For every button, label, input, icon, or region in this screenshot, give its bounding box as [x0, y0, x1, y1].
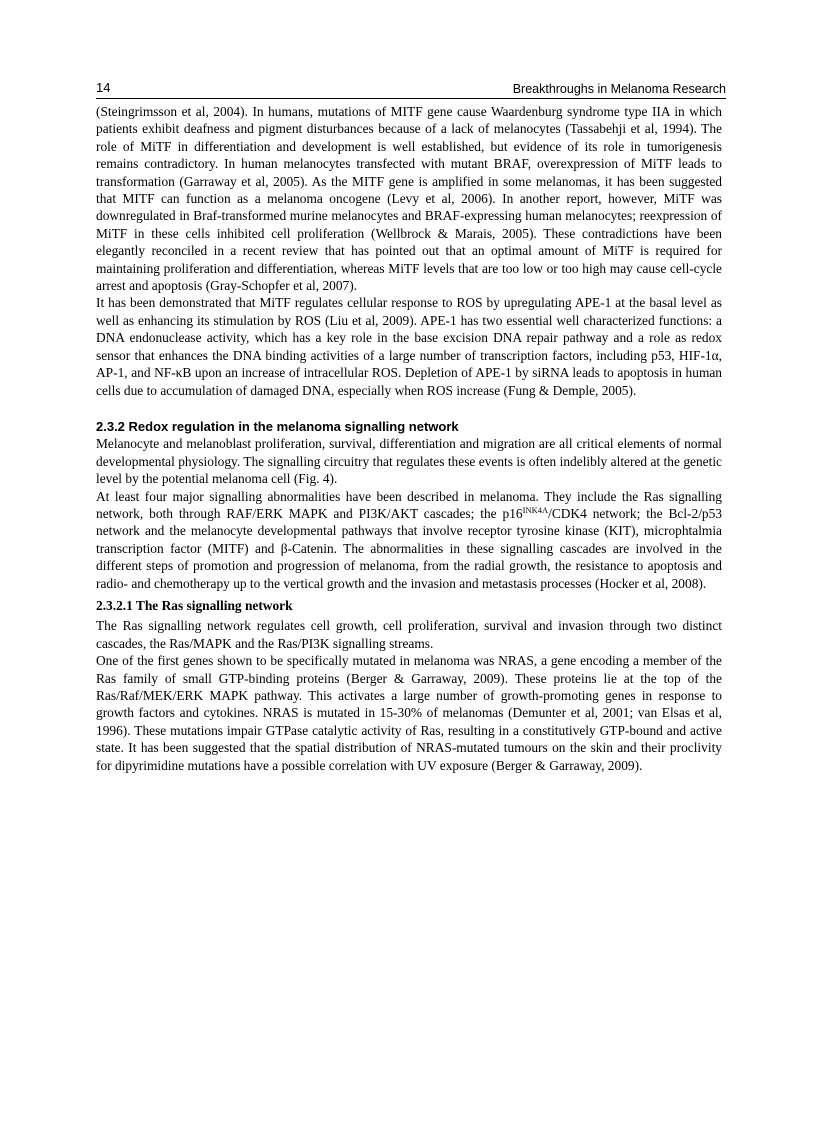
- page-number: 14: [96, 80, 111, 95]
- running-title: Breakthroughs in Melanoma Research: [512, 82, 726, 96]
- superscript-ink4a: INK4A: [522, 504, 549, 515]
- paragraph-ras-network: The Ras signalling network regulates cell growth, cell proliferation, survival and invasion through two distinct cascades, the Ras/MAPK and the Ras/PI3K signalling streams.: [96, 618, 722, 651]
- paragraph-text-part: At least four major signalling abnormalities have been described in melanoma. They include the Ras signalling network, both through RAF/ERK MAPK and PI3K/AKT cascades; the p16: [96, 488, 722, 521]
- paragraph-signalling-abnormalities: [96, 488, 722, 592]
- paragraph-nras: One of the first genes shown to be specifically mutated in melanoma was NRAS, a gene encoding a member of the Ras family of small GTP-binding proteins (Berger & Garraway, 2009). These proteins lie at the top of the Ras/Raf/MEK/ERK MAPK pathway. This activates a large number of growth-promoting genes in response to growth factors and cytokines. NRAS is mutated in 15-30% of melanomas (Demunter et al, 2001; van Elsas et al, 1996). These mutations impair GTPase catalytic activity of Ras, resulting in a constitutively GTP-bound and active state. It has been suggested that the spatial distribution of NRAS-mutated tumours on the skin and their proclivity for dipyrimidine mutations have a possible correlation with UV exposure (Berger & Garraway, 2009).: [96, 653, 722, 773]
- paragraph-mitf-ros: It has been demonstrated that MiTF regulates cellular response to ROS by upregulating APE-1 at the basal level as well as enhancing its stimulation by ROS (Liu et al, 2009). APE-1 has two essential well characterized functions: a DNA endonuclease activity, which has a key role in the base excision DNA repair pathway and a role as redox sensor that enhances the DNA binding activities of a large number of transcription factors, including p53, HIF-1α, AP-1, and NF-κB upon an increase of intracellular ROS. Depletion of APE-1 by siRNA leads to apoptosis in human cells due to accumulation of damaged DNA, especially when ROS increase (Fung & Demple, 2005).: [96, 295, 722, 398]
- paragraph-mitf-role: (Steingrimsson et al, 2004). In humans, mutations of MITF gene cause Waardenburg syndrome type IIA in which patients exhibit deafness and pigment disturbances because of a lack of melanocytes (Tassabehji et al, 1994). The role of MiTF in differentiation and development is well established, but evidence of its role in tumorigenesis remains contradictory. In human melanocytes transfected with mutant BRAF, overexpression of MiTF leads to transformation (Garraway et al, 2005). As the MITF gene is amplified in some melanomas, it has been suggested that MITF can function as a melanoma oncogene (Levy et al, 2006). In another report, however, MiTF was downregulated in Braf-transformed murine melanocytes and BRAF-expressing human melanocytes; reexpression of MiTF in these cells inhibited cell proliferation (Wellbrock & Marais, 2005). These contradictions have been elegantly reconciled in a recent review that has pointed out that an optimal amount of MiTF is required for maintaining proliferation and differentiation, whereas MiTF levels that are too low or too high may cause cell-cycle arrest and apoptosis (Gray-Schopfer et al, 2007).: [96, 104, 722, 294]
- section-heading: 2.3.2 Redox regulation in the melanoma signalling network: [96, 418, 459, 434]
- body-text: [96, 103, 722, 774]
- page-header: [96, 80, 726, 99]
- paragraph-text-part: /CDK4 network; the Bcl-2/p53 network and the melanocyte developmental pathways that involve receptor tyrosine kinase (KIT), microphtalmia transcription factor (MITF) and β-Catenin. The abnormalities in these signalling cascades are involved in the different steps of promotion and progression of melanoma, from the radial growth, the resistance to apoptosis and radio- and chemotherapy up to the vertical growth and the invasion and metastasis processes (Hocker et al, 2008).: [96, 505, 722, 591]
- paragraph-signalling-circuitry: Melanocyte and melanoblast proliferation, survival, differentiation and migration are all critical elements of normal developmental physiology. The signalling circuitry that regulates these events is often indelibly altered at the genetic level by the potential melanoma cell (Fig. 4).: [96, 436, 722, 487]
- subsection-heading: 2.3.2.1 The Ras signalling network: [96, 597, 293, 613]
